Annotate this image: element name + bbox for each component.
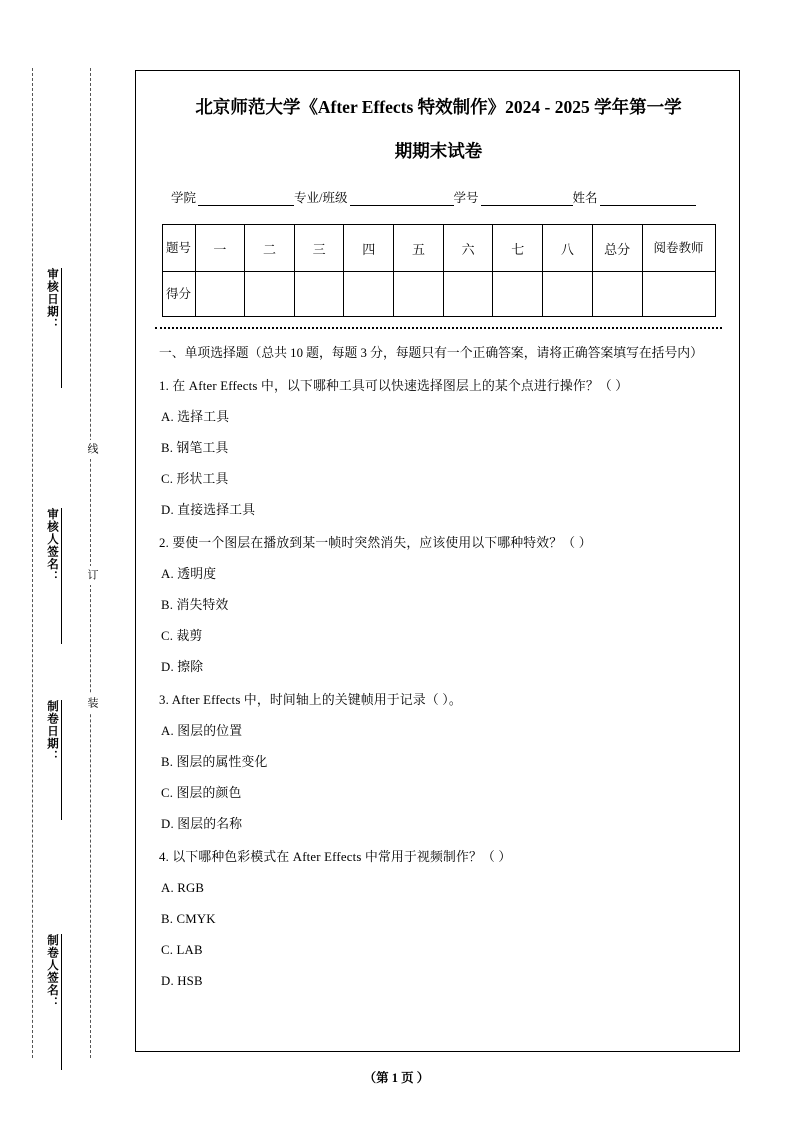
review-date-label: 审核日期： (44, 268, 62, 388)
question-4-option-c[interactable]: C. LAB (161, 943, 203, 957)
score-cell-8[interactable] (543, 272, 593, 317)
student-id-label: 学号 (453, 191, 479, 205)
question-content (147, 329, 730, 997)
question-2-option-d[interactable]: D. 擦除 (161, 660, 204, 674)
question-1-stem: 1. 在 After Effects 中，以下哪种工具可以快速选择图层上的某个点进行操作？（ ） (159, 379, 629, 393)
question-1-option-c[interactable]: C. 形状工具 (161, 472, 229, 486)
score-cell-2[interactable] (245, 272, 295, 317)
score-table-row-label-2: 得分 (162, 272, 195, 317)
question-4-option-b[interactable]: B. CMYK (161, 912, 216, 926)
page-footer: （第 1 页 ） (363, 1071, 430, 1085)
score-table (162, 224, 716, 317)
student-id-blank[interactable] (481, 192, 573, 206)
score-table-row-label-1: 题号 (162, 225, 195, 272)
name-blank[interactable] (600, 192, 696, 206)
page-title-line2: 期期末试卷 (394, 141, 483, 161)
question-2-stem: 2. 要使一个图层在播放到某一帧时突然消失，应该使用以下哪种特效？（ ） (159, 536, 592, 550)
question-4-option-d[interactable]: D. HSB (161, 974, 203, 988)
question-1-option-d[interactable]: D. 直接选择工具 (161, 503, 256, 517)
score-cell-5[interactable] (394, 272, 444, 317)
college-blank[interactable] (198, 192, 294, 206)
seal-pack-label: 装 (84, 694, 100, 713)
reviewer-signature-label: 审核人签名： (44, 508, 62, 644)
exam-paper-content (147, 80, 730, 997)
table-row (162, 272, 715, 317)
student-info-row (147, 188, 730, 206)
question-3-option-b[interactable]: B. 图层的属性变化 (161, 755, 268, 769)
question-1-option-a[interactable]: A. 选择工具 (161, 410, 230, 424)
major-label: 专业/班级 (294, 191, 348, 205)
seal-bind-label: 订 (84, 566, 100, 585)
question-2-option-b[interactable]: B. 消失特效 (161, 598, 229, 612)
score-col-7: 七 (493, 225, 543, 272)
score-cell-total[interactable] (592, 272, 642, 317)
table-row (162, 225, 715, 272)
score-cell-3[interactable] (294, 272, 344, 317)
score-cell-7[interactable] (493, 272, 543, 317)
paper-signature-label: 制卷人签名： (44, 934, 62, 1070)
score-col-5: 五 (394, 225, 444, 272)
question-2-option-a[interactable]: A. 透明度 (161, 567, 217, 581)
score-col-2: 二 (245, 225, 295, 272)
left-margin-annotations (18, 68, 130, 1058)
question-2-option-c[interactable]: C. 裁剪 (161, 629, 203, 643)
question-4-option-a[interactable]: A. RGB (161, 881, 205, 895)
question-1-option-b[interactable]: B. 钢笔工具 (161, 441, 229, 455)
question-3-option-d[interactable]: D. 图层的名称 (161, 817, 243, 831)
score-cell-1[interactable] (195, 272, 245, 317)
seal-line-label: 线 (84, 440, 100, 459)
score-col-4: 四 (344, 225, 394, 272)
score-col-3: 三 (294, 225, 344, 272)
score-col-grader: 阅卷教师 (642, 225, 715, 272)
margin-dashed-line-inner (90, 68, 91, 1058)
major-blank[interactable] (350, 192, 454, 206)
score-cell-6[interactable] (443, 272, 493, 317)
paper-date-label: 制卷日期： (44, 700, 62, 820)
score-col-total: 总分 (592, 225, 642, 272)
question-3-option-a[interactable]: A. 图层的位置 (161, 724, 243, 738)
score-col-8: 八 (543, 225, 593, 272)
page-title-line1: 北京师范大学《After Effects 特效制作》2024 - 2025 学年第一学 (195, 97, 682, 117)
name-label: 姓名 (572, 191, 598, 205)
question-3-stem: 3. After Effects 中，时间轴上的关键帧用于记录（ ）。 (159, 693, 462, 707)
score-cell-4[interactable] (344, 272, 394, 317)
section-title: 一、单项选择题（总共 10 题，每题 3 分，每题只有一个正确答案，请将正确答案填写在括号内） (159, 346, 703, 360)
question-3-option-c[interactable]: C. 图层的颜色 (161, 786, 242, 800)
score-col-1: 一 (195, 225, 245, 272)
margin-dashed-line-outer (32, 68, 33, 1058)
score-col-6: 六 (443, 225, 493, 272)
college-label: 学院 (171, 191, 197, 205)
question-4-stem: 4. 以下哪种色彩模式在 After Effects 中常用于视频制作？（ ） (159, 850, 512, 864)
score-cell-grader[interactable] (642, 272, 715, 317)
